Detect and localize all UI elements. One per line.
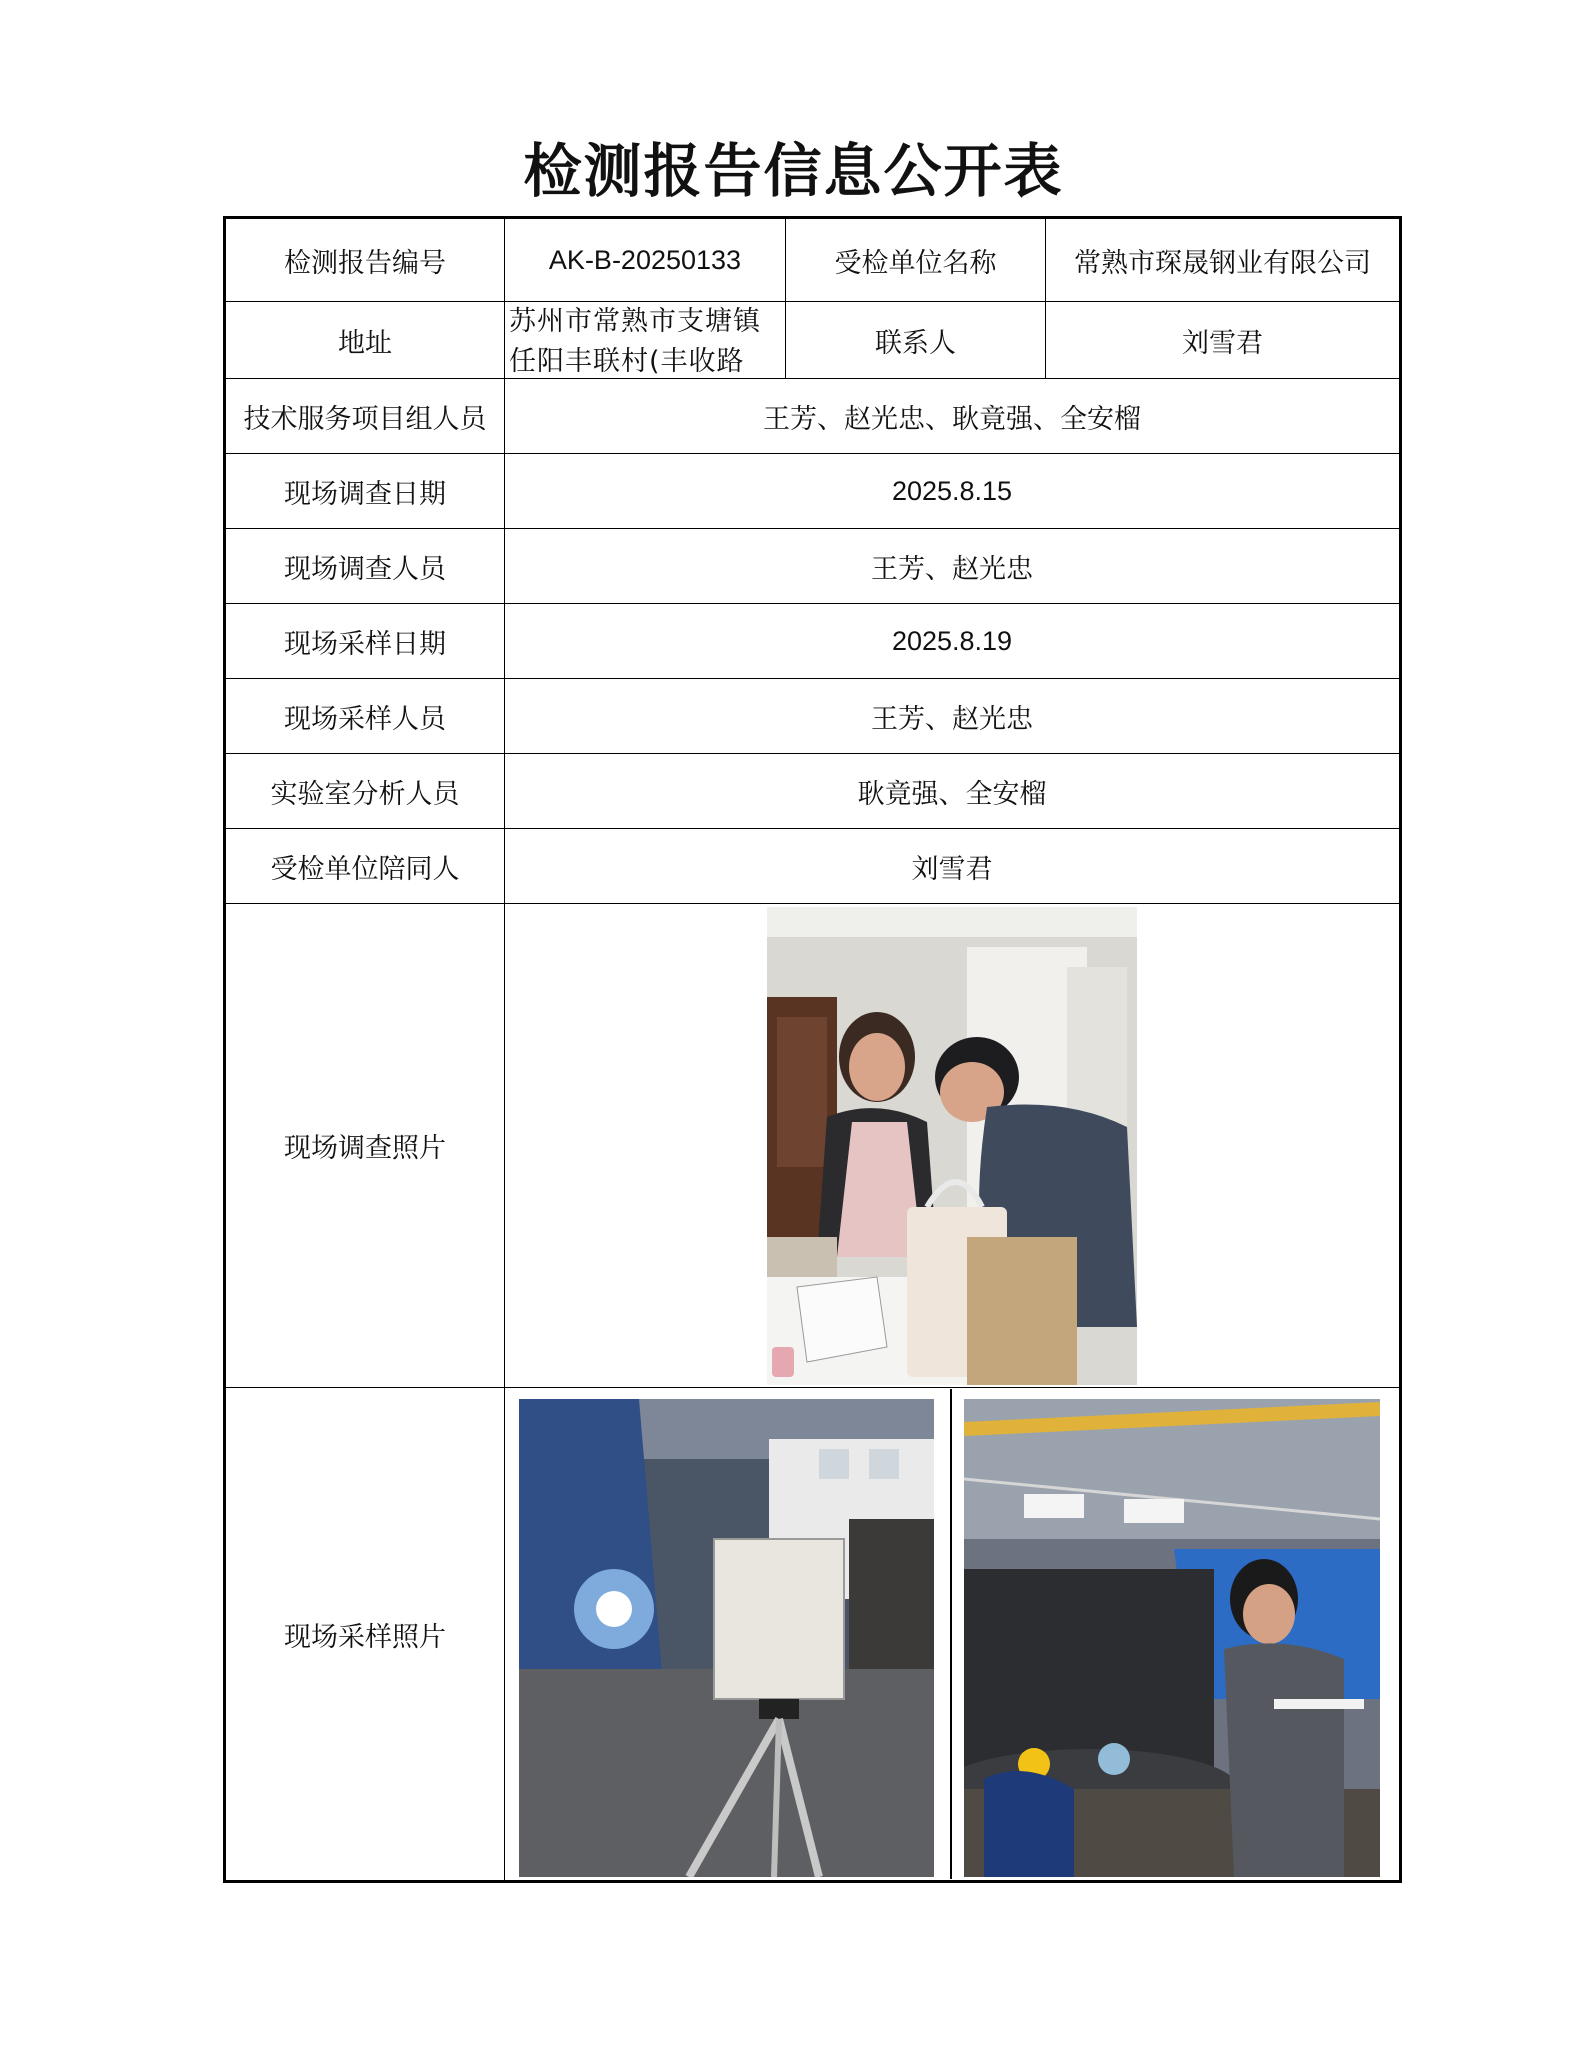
samplers-value: 王芳、赵光忠 [505, 679, 1401, 754]
table-row [225, 679, 1401, 754]
photo-divider [950, 1389, 952, 1879]
sample-date-value: 2025.8.19 [505, 604, 1401, 679]
table-row [225, 218, 1401, 302]
survey-date-label: 现场调查日期 [225, 454, 505, 529]
samplers-label: 现场采样人员 [225, 679, 505, 754]
sample-date-label: 现场采样日期 [225, 604, 505, 679]
sample-photo-cell [505, 1388, 1401, 1882]
survey-photo-label: 现场调查照片 [225, 904, 505, 1388]
table-row [225, 1388, 1401, 1882]
table-row [225, 604, 1401, 679]
contact-label: 联系人 [786, 302, 1046, 379]
table-row [225, 754, 1401, 829]
lab-value: 耿竟强、全安榴 [505, 754, 1401, 829]
surveyors-value: 王芳、赵光忠 [505, 529, 1401, 604]
sample-photo-label: 现场采样照片 [225, 1388, 505, 1882]
sample-photo-workshop [964, 1399, 1380, 1877]
table-row [225, 454, 1401, 529]
contact-value: 刘雪君 [1046, 302, 1401, 379]
page-title: 检测报告信息公开表 [523, 137, 1064, 205]
survey-photo-cell [505, 904, 1401, 1388]
team-value: 王芳、赵光忠、耿竟强、全安榴 [505, 379, 1401, 454]
sample-photo-welding-image [519, 1399, 934, 1877]
escort-value: 刘雪君 [505, 829, 1401, 904]
table-row [225, 379, 1401, 454]
report-table [223, 216, 1402, 1883]
survey-date-value: 2025.8.15 [505, 454, 1401, 529]
table-row [225, 829, 1401, 904]
report-no-label: 检测报告编号 [225, 218, 505, 302]
team-label: 技术服务项目组人员 [225, 379, 505, 454]
sample-photo-workshop-image [964, 1399, 1380, 1877]
lab-label: 实验室分析人员 [225, 754, 505, 829]
unit-label: 受检单位名称 [786, 218, 1046, 302]
address-cell [505, 302, 786, 379]
address-value: 苏州市常熟市支塘镇任阳丰联村(丰收路 [509, 306, 761, 377]
surveyors-label: 现场调查人员 [225, 529, 505, 604]
table-row [225, 529, 1401, 604]
report-no-value: AK-B-20250133 [505, 218, 786, 302]
sample-photo-welding [519, 1399, 934, 1877]
unit-value: 常熟市琛晟钢业有限公司 [1046, 218, 1401, 302]
survey-photo [767, 907, 1137, 1385]
table-row [225, 302, 1401, 379]
address-label: 地址 [225, 302, 505, 379]
table-row [225, 904, 1401, 1388]
escort-label: 受检单位陪同人 [225, 829, 505, 904]
survey-photo-image [767, 907, 1137, 1385]
sample-photos [505, 1389, 1394, 1879]
